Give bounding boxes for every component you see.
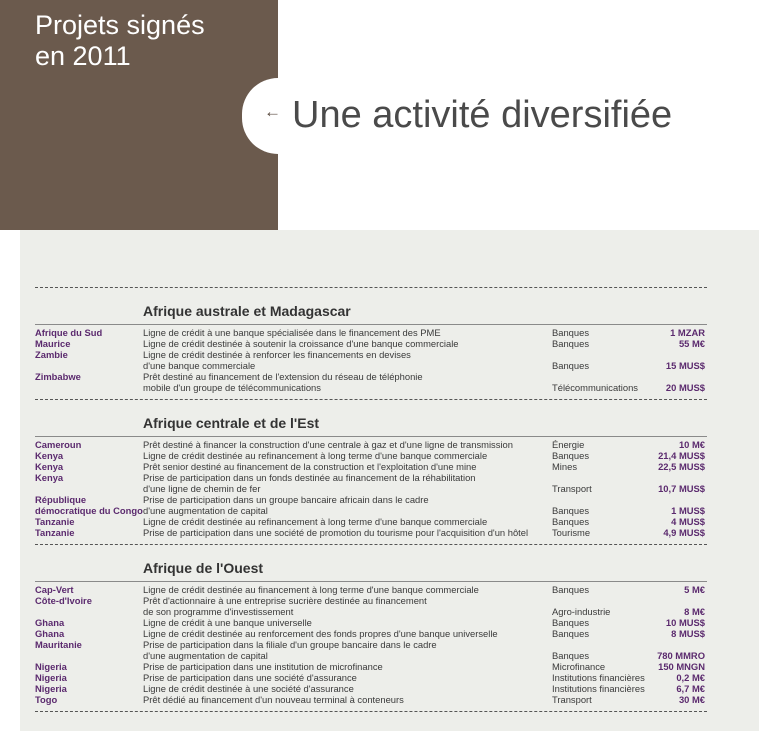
- table-row: [35, 584, 707, 595]
- country-cell: Mauritanie: [35, 639, 82, 650]
- sector-cell: Banques: [552, 617, 590, 628]
- amount-cell: 55 M€: [678, 338, 705, 349]
- region-section: [35, 399, 707, 544]
- table-row: [35, 516, 707, 527]
- country-cell: Ghana: [35, 617, 65, 628]
- table-row: [35, 483, 707, 494]
- amount-cell: 150 MNGN: [658, 661, 705, 672]
- table-row: [35, 327, 707, 338]
- region-section: [35, 544, 707, 711]
- sector-cell: Banques: [552, 650, 590, 661]
- description-cell: Ligne de crédit destinée à renforcer les financements en devises: [143, 349, 411, 360]
- section-label: Projets signés en 2011: [35, 10, 205, 71]
- description-cell: d'une banque commerciale: [143, 360, 256, 371]
- amount-cell: 10 MUS$: [665, 617, 705, 628]
- sector-cell: Institutions financières: [552, 683, 645, 694]
- amount-cell: 22,5 MUS$: [658, 461, 705, 472]
- description-cell: d'une augmentation de capital: [143, 650, 268, 661]
- table-row: [35, 606, 707, 617]
- table-row: [35, 338, 707, 349]
- sector-cell: Banques: [552, 584, 590, 595]
- country-cell: Ghana: [35, 628, 65, 639]
- description-cell: Prêt destiné à financer la construction d'une centrale à gaz et d'une ligne de transmission: [143, 439, 513, 450]
- country-cell: Kenya: [35, 450, 64, 461]
- page-title: Une activité diversifiée: [292, 94, 673, 136]
- table-row: [35, 505, 707, 516]
- amount-cell: 21,4 MUS$: [658, 450, 705, 461]
- description-cell: Prise de participation dans une société d'assurance: [143, 672, 357, 683]
- amount-cell: 5 M€: [684, 584, 705, 595]
- sector-cell: Banques: [552, 450, 590, 461]
- sector-cell: Banques: [552, 360, 590, 371]
- country-cell: Nigeria: [35, 672, 67, 683]
- country-cell: Tanzanie: [35, 516, 75, 527]
- country-cell: Cameroun: [35, 439, 82, 450]
- sector-cell: Banques: [552, 516, 590, 527]
- table-row: [35, 450, 707, 461]
- description-cell: Prise de participation dans une société de promotion du tourisme pour l'acquisition d'un hôtel: [143, 527, 529, 538]
- table-end-divider: [35, 711, 707, 712]
- region-title: Afrique australe et Madagascar: [143, 303, 351, 319]
- amount-cell: 10 M€: [678, 439, 705, 450]
- amount-cell: 4,9 MUS$: [663, 527, 705, 538]
- country-cell: Kenya: [35, 461, 64, 472]
- amount-cell: 0,2 M€: [676, 672, 705, 683]
- country-cell: Afrique du Sud: [35, 327, 103, 338]
- description-cell: Prêt d'actionnaire à une entreprise sucrière destinée au financement: [143, 595, 427, 606]
- amount-cell: 780 MMRO: [657, 650, 705, 661]
- description-cell: Prise de participation dans une institution de microfinance: [143, 661, 383, 672]
- description-cell: Ligne de crédit à une banque universelle: [143, 617, 312, 628]
- amount-cell: 30 M€: [678, 694, 705, 705]
- project-rows: [35, 324, 707, 399]
- header-block: [0, 0, 278, 230]
- sector-cell: Microfinance: [552, 661, 606, 672]
- amount-cell: 10,7 MUS$: [658, 483, 705, 494]
- table-row: [35, 349, 707, 360]
- sector-cell: Mines: [552, 461, 578, 472]
- amount-cell: 15 MUS$: [665, 360, 705, 371]
- description-cell: d'une ligne de chemin de fer: [143, 483, 261, 494]
- country-cell: Togo: [35, 694, 58, 705]
- sector-cell: Télécommunications: [552, 382, 638, 393]
- region-section: [35, 287, 707, 399]
- country-cell: Kenya: [35, 472, 64, 483]
- table-row: [35, 527, 707, 538]
- sector-cell: Institutions financières: [552, 672, 645, 683]
- description-cell: Prêt senior destiné au financement de la construction et l'exploitation d'une mine: [143, 461, 477, 472]
- description-cell: Prêt destiné au financement de l'extension du réseau de téléphonie: [143, 371, 423, 382]
- description-cell: Ligne de crédit destinée au financement à long terme d'une banque commerciale: [143, 584, 479, 595]
- sector-cell: Banques: [552, 505, 590, 516]
- country-cell: Nigeria: [35, 661, 67, 672]
- sector-cell: Tourisme: [552, 527, 591, 538]
- description-cell: Ligne de crédit destinée au refinancement à long terme d'une banque commerciale: [143, 450, 488, 461]
- table-row: [35, 617, 707, 628]
- sector-cell: Banques: [552, 628, 590, 639]
- description-cell: Prêt dédié au financement d'un nouveau terminal à conteneurs: [143, 694, 404, 705]
- sector-cell: Banques: [552, 327, 590, 338]
- projects-table: [35, 287, 707, 712]
- back-arrow-icon[interactable]: ←: [264, 102, 281, 121]
- country-cell: Cap-Vert: [35, 584, 74, 595]
- description-cell: Prise de participation dans un fonds destinée au financement de la réhabilitation: [143, 472, 476, 483]
- sector-cell: Transport: [552, 483, 592, 494]
- table-row: [35, 639, 707, 650]
- country-cell: Côte-d'Ivoire: [35, 595, 92, 606]
- country-cell: démocratique du Congo: [35, 505, 143, 516]
- table-row: [35, 461, 707, 472]
- country-cell: Zambie: [35, 349, 68, 360]
- description-cell: Ligne de crédit destinée au refinancement à long terme d'une banque commerciale: [143, 516, 488, 527]
- sector-cell: Banques: [552, 338, 590, 349]
- project-rows: [35, 581, 707, 711]
- country-cell: République: [35, 494, 87, 505]
- table-row: [35, 439, 707, 450]
- description-cell: de son programme d'investissement: [143, 606, 294, 617]
- description-cell: d'une augmentation de capital: [143, 505, 268, 516]
- country-cell: Zimbabwe: [35, 371, 81, 382]
- description-cell: mobile d'un groupe de télécommunications: [143, 382, 321, 393]
- amount-cell: 1 MZAR: [670, 327, 705, 338]
- country-cell: Tanzanie: [35, 527, 75, 538]
- description-cell: Ligne de crédit destinée au renforcement des fonds propres d'une banque universelle: [143, 628, 498, 639]
- description-cell: Prise de participation dans la filiale d'un groupe bancaire dans le cadre: [143, 639, 437, 650]
- description-cell: Ligne de crédit destinée à une société d'assurance: [143, 683, 354, 694]
- table-row: [35, 360, 707, 371]
- sector-cell: Transport: [552, 694, 592, 705]
- table-row: [35, 472, 707, 483]
- country-cell: Nigeria: [35, 683, 67, 694]
- amount-cell: 20 MUS$: [665, 382, 705, 393]
- description-cell: Prise de participation dans un groupe bancaire africain dans le cadre: [143, 494, 429, 505]
- region-title: Afrique centrale et de l'Est: [143, 415, 320, 431]
- amount-cell: 6,7 M€: [676, 683, 705, 694]
- table-row: [35, 661, 707, 672]
- project-rows: [35, 436, 707, 544]
- amount-cell: 1 MUS$: [671, 505, 705, 516]
- amount-cell: 8 MUS$: [671, 628, 705, 639]
- table-row: [35, 628, 707, 639]
- table-row: [35, 371, 707, 382]
- table-row: [35, 672, 707, 683]
- country-cell: Maurice: [35, 338, 71, 349]
- table-row: [35, 694, 707, 705]
- description-cell: Ligne de crédit destinée à soutenir la croissance d'une banque commerciale: [143, 338, 459, 349]
- amount-cell: 4 MUS$: [671, 516, 705, 527]
- amount-cell: 8 M€: [684, 606, 705, 617]
- sector-cell: Énergie: [552, 439, 585, 450]
- table-row: [35, 494, 707, 505]
- description-cell: Ligne de crédit à une banque spécialisée dans le financement des PME: [143, 327, 441, 338]
- table-row: [35, 595, 707, 606]
- table-row: [35, 382, 707, 393]
- table-row: [35, 683, 707, 694]
- sector-cell: Agro-industrie: [552, 606, 611, 617]
- table-row: [35, 650, 707, 661]
- region-title: Afrique de l'Ouest: [143, 560, 264, 576]
